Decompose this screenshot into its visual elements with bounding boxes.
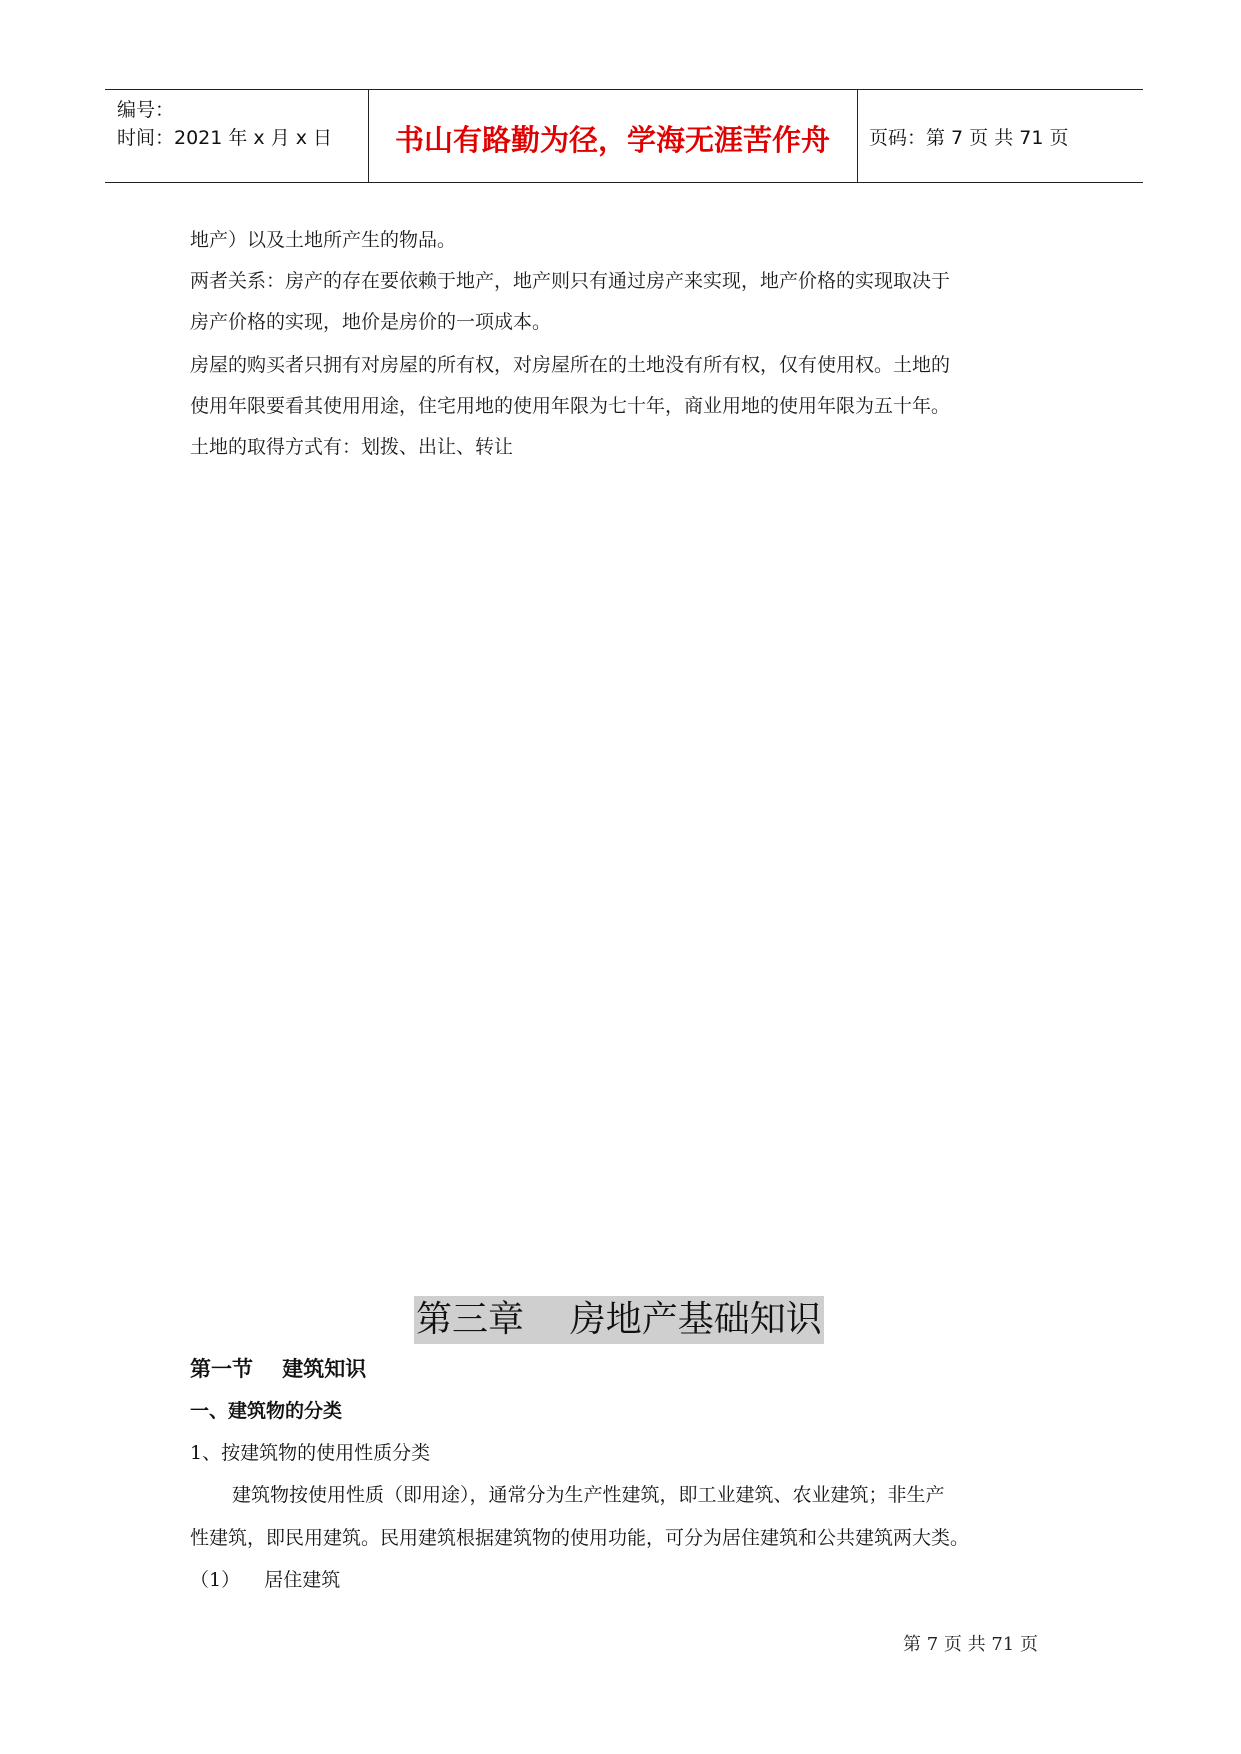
- numbered-item: 1、按建筑物的使用性质分类: [190, 1442, 431, 1464]
- body-text-line: 性建筑，即民用建筑。民用建筑根据建筑物的使用功能，可分为居住建筑和公共建筑两大类。: [190, 1527, 970, 1549]
- doc-time-label: 时间：2021 年 x 月 x 日: [117, 127, 333, 149]
- paragraph-line: 土地的取得方式有：划拨、出让、转让: [190, 436, 514, 458]
- paragraph-line: 使用年限要看其使用用途，住宅用地的使用年限为七十年，商业用地的使用年限为五十年。: [190, 395, 951, 417]
- paragraph-line: 地产）以及土地所产生的物品。: [190, 229, 457, 251]
- subsection-title: 一、建筑物的分类: [190, 1400, 343, 1422]
- header-table: [105, 89, 1143, 183]
- enumerated-item: （1） 居住建筑: [190, 1569, 341, 1591]
- paragraph-line: 两者关系：房产的存在要依赖于地产，地产则只有通过房产来实现，地产价格的实现取决于: [190, 270, 951, 292]
- chapter-title: 第三章 房地产基础知识: [414, 1296, 824, 1344]
- paragraph-line: 房产价格的实现，地价是房价的一项成本。: [190, 311, 552, 333]
- footer-page-number: 第 7 页 共 71 页: [903, 1634, 1038, 1655]
- doc-number-label: 编号：: [117, 99, 175, 121]
- header-meta: [117, 96, 332, 152]
- paragraph-line: 房屋的购买者只拥有对房屋的所有权，对房屋所在的土地没有所有权，仅有使用权。土地的: [190, 354, 951, 376]
- section-title: 第一节 建筑知识: [190, 1357, 367, 1381]
- body-text-line: 建筑物按使用性质（即用途），通常分为生产性建筑，即工业建筑、农业建筑；非生产: [232, 1484, 945, 1506]
- header-divider: [857, 90, 858, 182]
- header-motto: 书山有路勤为径，学海无涯苦作舟: [394, 123, 830, 157]
- header-page-number: 页码：第 7 页 共 71 页: [869, 127, 1069, 149]
